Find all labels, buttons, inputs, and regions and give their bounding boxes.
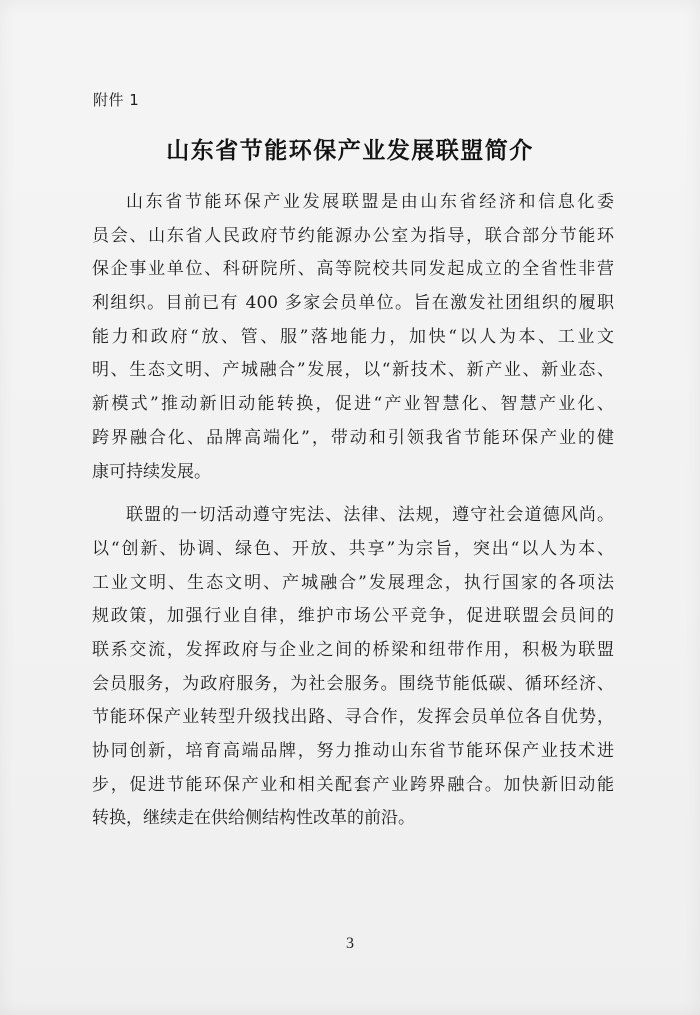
paragraph-line: 跨界融合化、品牌高端化”，带动和引领我省节能环保产业的健 (92, 427, 614, 448)
paragraph-line: 步，促进节能环保产业和相关配套产业跨界融合。加快新旧动能 (92, 774, 614, 795)
document-body (92, 186, 614, 836)
paragraph-line: 康可持续发展。 (92, 461, 211, 482)
paragraph-line: 协同创新，培育高端品牌，努力推动山东省节能环保产业技术进 (92, 741, 614, 761)
paragraph-line: 联盟的一切活动遵守宪法、法律、法规，遵守社会道德风尚。 (126, 505, 614, 526)
paragraph-line: 转换，继续走在供给侧结构性改革的前沿。 (92, 808, 415, 829)
attachment-label: 附件 1 (93, 91, 140, 109)
page-number: 3 (346, 935, 354, 952)
paragraph-principles (92, 499, 614, 836)
paragraph-line: 明、生态文明、产城融合”发展，以“新技术、新产业、新业态、 (92, 360, 614, 381)
paragraph-intro (92, 186, 614, 489)
paragraph-line: 以“创新、协调、绿色、开放、共享”为宗旨，突出“以人为本、 (92, 538, 614, 559)
paragraph-line: 工业文明、生态文明、产城融合”发展理念，执行国家的各项法 (92, 572, 614, 593)
paragraph-line: 新模式”推动新旧动能转换，促进“产业智慧化、智慧产业化、 (92, 394, 614, 415)
document-title: 山东省节能环保产业发展联盟简介 (166, 138, 534, 164)
paragraph-line: 员会、山东省人民政府节约能源办公室为指导，联合部分节能环 (92, 225, 614, 246)
paragraph-line: 会员服务，为政府服务，为社会服务。围绕节能低碳、循环经济、 (92, 673, 614, 694)
paragraph-line: 联系交流，发挥政府与企业之间的桥梁和纽带作用，积极为联盟 (92, 639, 614, 660)
paragraph-line: 利组织。目前已有 400 多家会员单位。旨在激发社团组织的履职 (92, 293, 614, 314)
paragraph-line: 规政策，加强行业自律，维护市场公平竞争，促进联盟会员间的 (92, 606, 614, 627)
paragraph-line: 节能环保产业转型升级找出路、寻合作，发挥会员单位各自优势， (92, 707, 614, 728)
paragraph-line: 山东省节能环保产业发展联盟是由山东省经济和信息化委 (126, 192, 614, 212)
paragraph-spacer (92, 489, 614, 499)
paragraph-line: 保企事业单位、科研院所、高等院校共同发起成立的全省性非营 (92, 259, 614, 280)
paragraph-line: 能力和政府“放、管、服”落地能力，加快“以人为本、工业文 (92, 326, 614, 347)
